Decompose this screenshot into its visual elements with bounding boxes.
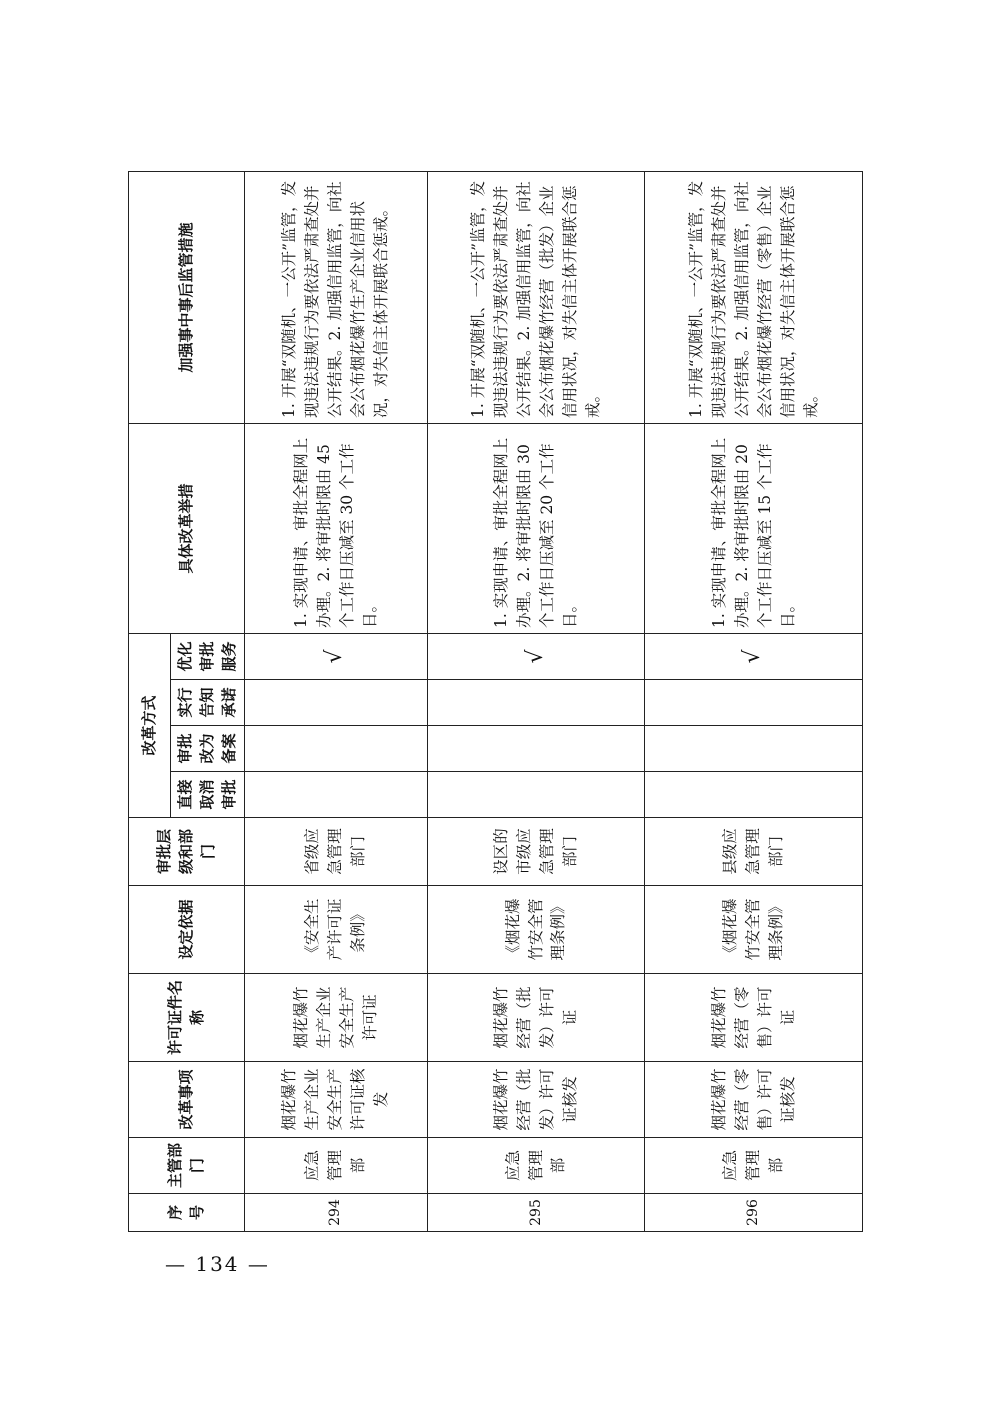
rotated-table-sheet <box>128 172 863 1232</box>
page-number: — 134 — <box>165 1252 270 1276</box>
table-row <box>645 171 863 1231</box>
header-basis: 设定依据 <box>129 886 245 974</box>
cell-mode-optimize-check: √ <box>427 633 645 679</box>
cell-level: 县级应急管理部门 <box>645 818 863 886</box>
cell-level: 设区的市级应急管理部门 <box>427 818 645 886</box>
cell-seq: 295 <box>427 1194 645 1232</box>
cell-item: 烟花爆竹经营（批发）许可证核发 <box>427 1062 645 1138</box>
cell-item: 烟花爆竹经营（零售）许可证核发 <box>645 1062 863 1138</box>
cell-mode-record <box>427 726 645 772</box>
cell-level: 省级应急管理部门 <box>244 818 427 886</box>
cell-dept: 应急管理部 <box>645 1138 863 1194</box>
cell-basis: 《烟花爆竹安全管理条例》 <box>645 886 863 974</box>
header-seq: 序号 <box>129 1194 245 1232</box>
reform-table <box>128 171 863 1232</box>
header-mode: 改革方式 <box>129 633 171 817</box>
cell-mode-notify <box>244 680 427 726</box>
cell-dept: 应急管理部 <box>244 1138 427 1194</box>
header-mode-cancel: 直接取消审批 <box>171 772 245 818</box>
table-row <box>427 171 645 1231</box>
header-mode-record: 审批改为备案 <box>171 726 245 772</box>
cell-seq: 296 <box>645 1194 863 1232</box>
cell-basis: 《安全生产许可证条例》 <box>244 886 427 974</box>
cell-mode-notify <box>427 680 645 726</box>
cell-mode-cancel <box>645 772 863 818</box>
cell-supervision: 1. 开展“双随机、一公开”监管，发现违法违规行为要依法严肃查处并公开结果。2. 加强信用监管，向社会公布烟花爆竹经营（零售）企业信用状况，对失信主体开展联合惩戒。 <box>645 171 863 423</box>
cell-license: 烟花爆竹生产企业安全生产许可证 <box>244 974 427 1062</box>
cell-supervision: 1. 开展“双随机、一公开”监管，发现违法违规行为要依法严肃查处并公开结果。2. 加强信用监管，向社会公布烟花爆竹经营（批发）企业信用状况，对失信主体开展联合惩戒。 <box>427 171 645 423</box>
header-item: 改革事项 <box>129 1062 245 1138</box>
cell-mode-optimize-check: √ <box>244 633 427 679</box>
header-dept: 主管部门 <box>129 1138 245 1194</box>
cell-license: 烟花爆竹经营（批发）许可证 <box>427 974 645 1062</box>
cell-supervision: 1. 开展“双随机、一公开”监管，发现违法违规行为要依法严肃查处并公开结果。2. 加强信用监管，向社会公布烟花爆竹生产企业信用状况，对失信主体开展联合惩戒。 <box>244 171 427 423</box>
cell-item: 烟花爆竹生产企业安全生产许可证核发 <box>244 1062 427 1138</box>
cell-measures: 1. 实现申请、审批全程网上办理。2. 将审批时限由 20 个工作日压减至 15 个工作日。 <box>645 423 863 633</box>
cell-mode-cancel <box>244 772 427 818</box>
cell-seq: 294 <box>244 1194 427 1232</box>
header-supervision: 加强事中事后监管措施 <box>129 171 245 423</box>
header-license: 许可证件名称 <box>129 974 245 1062</box>
header-level: 审批层级和部门 <box>129 818 245 886</box>
cell-license: 烟花爆竹经营（零售）许可证 <box>645 974 863 1062</box>
cell-mode-notify <box>645 680 863 726</box>
cell-measures: 1. 实现申请、审批全程网上办理。2. 将审批时限由 45 个工作日压减至 30 个工作日。 <box>244 423 427 633</box>
cell-mode-record <box>645 726 863 772</box>
cell-mode-record <box>244 726 427 772</box>
header-mode-optimize: 优化审批服务 <box>171 633 245 679</box>
cell-mode-optimize-check: √ <box>645 633 863 679</box>
cell-mode-cancel <box>427 772 645 818</box>
cell-basis: 《烟花爆竹安全管理条例》 <box>427 886 645 974</box>
cell-dept: 应急管理部 <box>427 1138 645 1194</box>
cell-measures: 1. 实现申请、审批全程网上办理。2. 将审批时限由 30 个工作日压减至 20 个工作日。 <box>427 423 645 633</box>
table-row <box>244 171 427 1231</box>
header-measures: 具体改革举措 <box>129 423 245 633</box>
header-mode-notify: 实行告知承诺 <box>171 680 245 726</box>
